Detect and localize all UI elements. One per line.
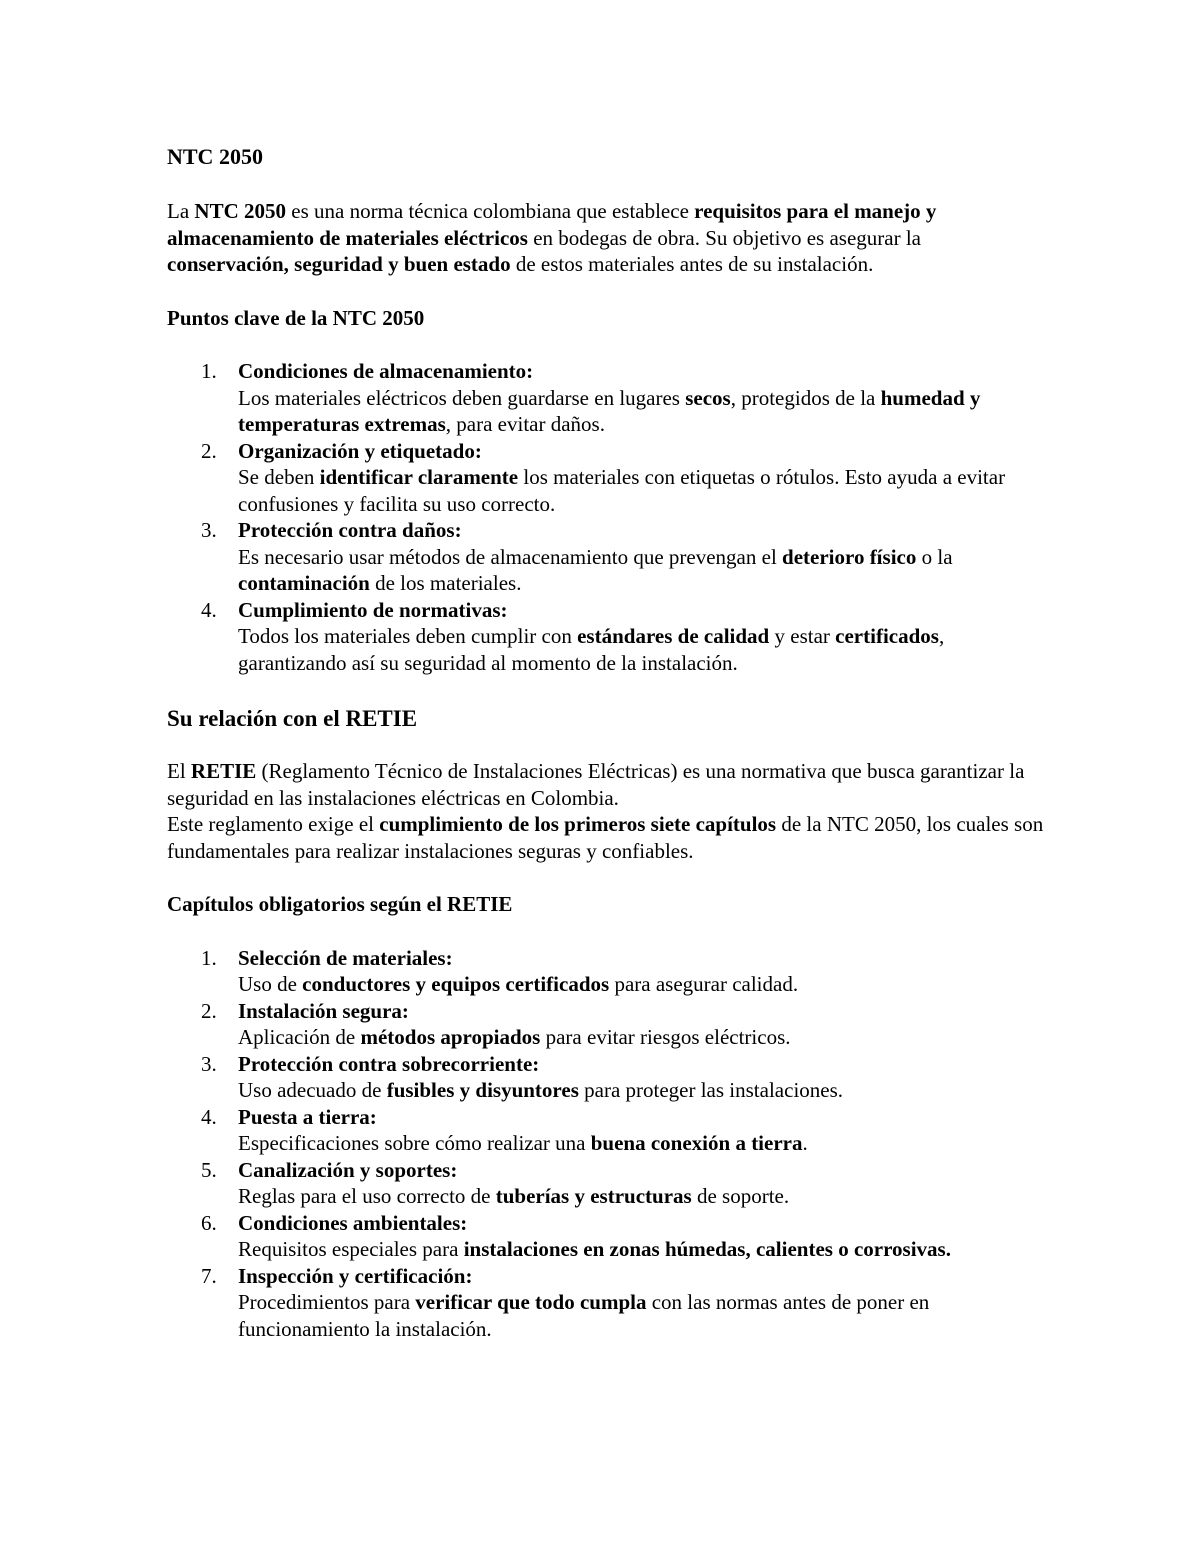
text-run: para proteger las instalaciones. [578, 1078, 844, 1102]
bold-text: contaminación [238, 571, 370, 595]
mandatory-chapters-list [167, 945, 1047, 1343]
list-item-description [238, 464, 1047, 517]
list-number: 3. [201, 518, 217, 542]
text-run: Uso de [238, 972, 303, 996]
text-run: Procedimientos para [238, 1290, 416, 1314]
text-run: o la [916, 544, 953, 569]
list-number: 1. [201, 945, 217, 970]
list-number: 2. [201, 438, 217, 463]
text-run: con las normas antes de poner en funcionamiento la instalación. [238, 1290, 930, 1341]
list-item [167, 1051, 1047, 1104]
text-run: de los materiales. [369, 571, 522, 595]
text-run: es una norma técnica colombiana que establece [286, 199, 695, 223]
text-run: de soporte. [691, 1184, 790, 1208]
bold-text: humedad y temperaturas extremas [238, 385, 981, 436]
list-item-description [238, 1077, 1047, 1104]
bold-text: conservación, seguridad y buen estado [167, 252, 511, 276]
list-number: 4. [201, 597, 217, 622]
bold-text: estándares de calidad [577, 624, 770, 648]
list-item-title: Puesta a tierra: [238, 1104, 377, 1129]
list-item-title: Condiciones ambientales: [238, 1210, 468, 1235]
list-number: 3. [201, 1051, 217, 1076]
list-item-description [238, 623, 1047, 676]
text-run: los materiales con etiquetas o rótulos. Esto ayuda a evitar confusiones y facilita su uso correcto. [238, 465, 1006, 516]
text-run: , para evitar daños. [445, 412, 605, 436]
text-run: (Reglamento Técnico de Instalaciones Eléctricas) es una normativa que busca garantizar la seguridad en las instalaciones eléctricas en Colombia. [167, 759, 1025, 810]
text-run: de estos materiales antes de su instalación. [510, 252, 874, 276]
list-item-description [238, 971, 1047, 998]
text-run: Los materiales eléctricos deben guardarse en lugares [238, 385, 686, 410]
text-run: para asegurar calidad. [609, 972, 799, 996]
text-run: y estar [769, 624, 836, 648]
list-number: 2. [201, 998, 217, 1023]
bold-text: NTC 2050 [194, 199, 286, 223]
list-item-description [238, 385, 1047, 438]
bold-text: tuberías y estructuras [495, 1184, 692, 1208]
key-points-heading: Puntos clave de la NTC 2050 [167, 305, 425, 330]
bold-text: verificar que todo cumpla [415, 1290, 647, 1314]
list-number: 6. [201, 1210, 217, 1235]
bold-text: deterioro físico [782, 544, 917, 569]
section-title-ntc-2050: NTC 2050 [167, 144, 263, 169]
list-item-description [238, 1024, 1047, 1051]
list-item [167, 597, 1047, 677]
list-item-description [238, 1289, 1047, 1342]
bold-text: fusibles y disyuntores [386, 1078, 579, 1102]
list-number: 5. [201, 1157, 217, 1182]
list-item-description [238, 1183, 1047, 1210]
bold-text: certificados [835, 624, 939, 648]
list-item-title: Canalización y soportes: [238, 1157, 458, 1182]
document-page [167, 143, 1047, 1342]
text-run: Aplicación de [238, 1025, 361, 1049]
list-item-title: Organización y etiquetado: [238, 438, 482, 463]
list-item [167, 1157, 1047, 1210]
list-number: 4. [201, 1104, 217, 1129]
bold-text: instalaciones en zonas húmedas, calientes o corrosivas. [463, 1237, 951, 1261]
bold-text: conductores y equipos certificados [302, 972, 610, 996]
text-run: para evitar riesgos eléctricos. [540, 1025, 791, 1049]
list-item-title: Instalación segura: [238, 998, 409, 1023]
list-item-title: Cumplimiento de normativas: [238, 597, 508, 622]
text-run: . [802, 1131, 808, 1155]
list-item [167, 998, 1047, 1051]
text-run: Este reglamento exige el [167, 812, 380, 836]
bold-text: buena conexión a tierra [590, 1131, 803, 1155]
list-item [167, 1263, 1047, 1343]
bold-text: requisitos para el manejo y almacenamiento de materiales eléctricos [167, 199, 937, 250]
key-points-list [167, 358, 1047, 676]
text-run: , protegidos de la [730, 385, 881, 410]
section-title-retie: Su relación con el RETIE [167, 706, 418, 731]
list-item-title: Inspección y certificación: [238, 1263, 473, 1288]
bold-text: cumplimiento de los primeros siete capítulos [379, 812, 777, 836]
list-item-description [238, 1130, 1047, 1157]
text-run: , garantizando así su seguridad al momento de la instalación. [238, 624, 945, 675]
mandatory-chapters-heading: Capítulos obligatorios según el RETIE [167, 892, 513, 916]
list-item-title: Selección de materiales: [238, 945, 453, 970]
bold-text: métodos apropiados [360, 1025, 541, 1049]
list-item [167, 517, 1047, 597]
retie-paragraph-2 [167, 811, 1047, 864]
list-item-title: Protección contra sobrecorriente: [238, 1051, 540, 1076]
text-run: Especificaciones sobre cómo realizar una [238, 1131, 591, 1155]
list-item [167, 945, 1047, 998]
text-run: La [167, 199, 195, 223]
text-run: Reglas para el uso correcto de [238, 1184, 496, 1208]
bold-text: RETIE [190, 759, 257, 783]
text-run: Uso adecuado de [238, 1078, 387, 1102]
list-item-description [238, 1236, 1047, 1263]
text-run: Se deben [238, 465, 320, 489]
list-item [167, 1104, 1047, 1157]
list-item [167, 438, 1047, 518]
text-run: Requisitos especiales para [238, 1237, 464, 1261]
list-number: 1. [201, 359, 217, 383]
text-run: Todos los materiales deben cumplir con [238, 624, 578, 648]
text-run: de la NTC 2050, los cuales son fundamentales para realizar instalaciones seguras y confiables. [167, 812, 1044, 863]
text-run: Es necesario usar métodos de almacenamiento que prevengan el [238, 544, 783, 569]
bold-text: secos [685, 385, 731, 410]
bold-text: identificar claramente [319, 465, 519, 489]
text-run: El [167, 759, 191, 783]
list-item-title: Condiciones de almacenamiento: [238, 359, 534, 383]
intro-paragraph [167, 198, 1047, 278]
list-number: 7. [201, 1263, 217, 1288]
retie-paragraph-1 [167, 758, 1047, 811]
list-item-title: Protección contra daños: [238, 518, 462, 542]
list-item [167, 358, 1047, 438]
text-run: en bodegas de obra. Su objetivo es asegurar la [527, 225, 921, 250]
list-item [167, 1210, 1047, 1263]
list-item-description [238, 544, 1047, 597]
